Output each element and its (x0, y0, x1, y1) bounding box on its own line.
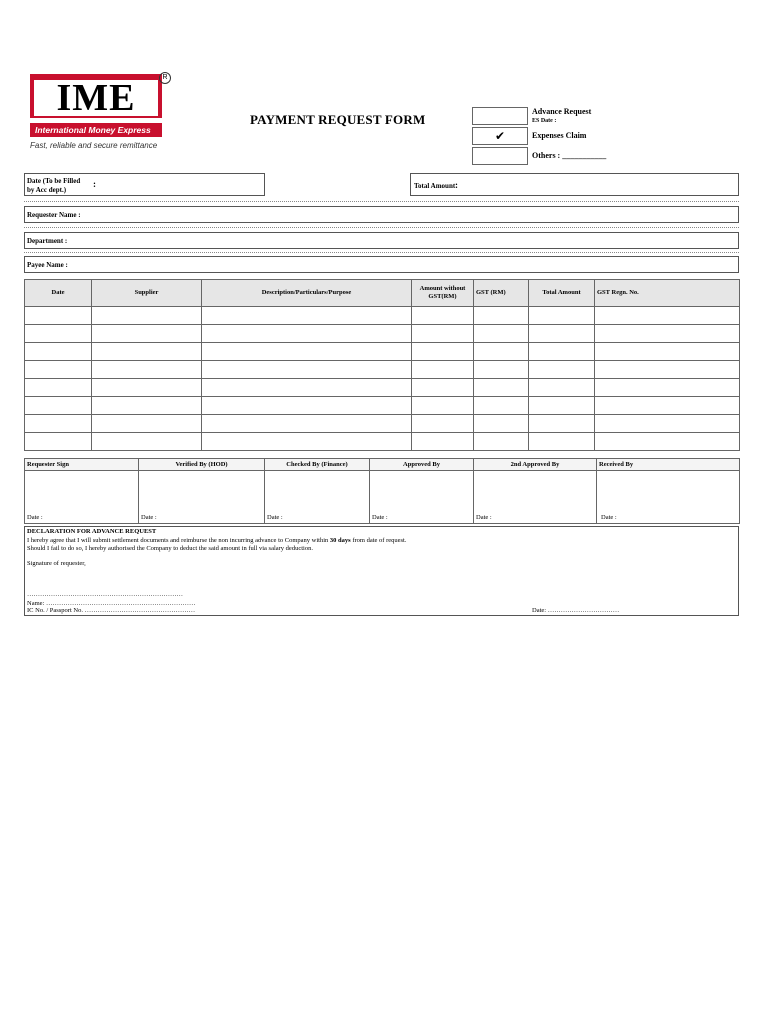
approval-signature-table (24, 458, 740, 524)
declaration-line-1 (27, 537, 406, 544)
checked-by-date[interactable]: Date : (265, 513, 370, 524)
table-cell[interactable] (474, 361, 529, 379)
checked-by-sign-box[interactable] (265, 471, 370, 513)
table-cell[interactable] (474, 379, 529, 397)
table-cell[interactable] (474, 415, 529, 433)
requester-date[interactable]: Date : (25, 513, 139, 524)
total-amount-field[interactable] (410, 173, 739, 196)
table-cell[interactable] (92, 361, 202, 379)
header-amount-without-gst: Amount without GST(RM) (412, 280, 474, 307)
table-cell[interactable] (412, 415, 474, 433)
table-header-row (25, 280, 740, 307)
table-cell[interactable] (412, 379, 474, 397)
table-row (25, 379, 740, 397)
declaration-line-1-end: from date of request. (350, 537, 407, 544)
table-cell[interactable] (25, 343, 92, 361)
table-row (25, 343, 740, 361)
declaration-days: 30 days (329, 537, 351, 544)
table-cell[interactable] (202, 361, 412, 379)
header-gst: GST (RM) (474, 280, 529, 307)
table-cell[interactable] (595, 361, 740, 379)
department-field[interactable] (24, 232, 739, 249)
table-cell[interactable] (25, 415, 92, 433)
table-cell[interactable] (474, 433, 529, 451)
expenses-claim-label: Expenses Claim (532, 131, 587, 140)
logo-subtitle: International Money Express (30, 123, 162, 137)
header-gst-regn-no: GST Regn. No. (595, 280, 740, 307)
form-title: PAYMENT REQUEST FORM (250, 112, 426, 127)
declaration-line-1-start: I hereby agree that I will submit settlement documents and reimburse the non incurring advance to Company within (27, 537, 330, 544)
received-by-date[interactable]: Date : (597, 513, 740, 524)
table-row (25, 325, 740, 343)
table-row (25, 433, 740, 451)
logo-brand-text: IME (56, 77, 136, 119)
declaration-heading: DECLARATION FOR ADVANCE REQUEST (27, 528, 157, 535)
table-cell[interactable] (529, 307, 595, 325)
approved-by-header: Approved By (370, 459, 474, 471)
requester-name-field[interactable] (24, 206, 739, 223)
expenses-claim-checkbox[interactable] (472, 127, 528, 145)
divider (24, 227, 739, 228)
declaration-line-2: Should I fail to do so, I hereby authorised the Company to deduct the said amount in full via salary deduction. (27, 545, 313, 552)
table-cell[interactable] (529, 325, 595, 343)
second-approved-by-date[interactable]: Date : (474, 513, 597, 524)
header-total-amount: Total Amount (529, 280, 595, 307)
logo-tagline: Fast, reliable and secure remittance (30, 141, 158, 150)
department-label: Department : (27, 237, 68, 245)
payee-name-label: Payee Name : (27, 261, 68, 269)
date-field[interactable] (24, 173, 265, 196)
table-cell[interactable] (595, 397, 740, 415)
table-cell[interactable] (92, 415, 202, 433)
received-by-header: Received By (597, 459, 740, 471)
verified-by-header: Verified By (HOD) (139, 459, 265, 471)
declaration-date-line[interactable]: Date: …………………………… (532, 607, 620, 614)
table-cell[interactable] (25, 379, 92, 397)
table-cell[interactable] (529, 379, 595, 397)
table-cell[interactable] (412, 397, 474, 415)
table-cell[interactable] (529, 397, 595, 415)
advance-request-label: Advance Request (532, 107, 592, 116)
approved-by-sign-box[interactable] (370, 471, 474, 513)
checked-by-header: Checked By (Finance) (265, 459, 370, 471)
declaration-section (24, 526, 739, 616)
table-cell[interactable] (412, 343, 474, 361)
table-cell[interactable] (92, 307, 202, 325)
table-cell[interactable] (202, 415, 412, 433)
divider (24, 201, 739, 202)
signature-line[interactable]: ……………………………………………………………… (27, 591, 183, 598)
date-label: Date (To be Filled by Acc dept.) (27, 177, 81, 194)
verified-by-date[interactable]: Date : (139, 513, 265, 524)
table-cell[interactable] (474, 307, 529, 325)
company-logo (30, 74, 172, 154)
table-cell[interactable] (529, 433, 595, 451)
table-cell[interactable] (202, 325, 412, 343)
table-cell[interactable] (595, 379, 740, 397)
requester-sign-box[interactable] (25, 471, 139, 513)
date-colon: : (93, 179, 96, 189)
table-row (25, 415, 740, 433)
table-cell[interactable] (92, 343, 202, 361)
table-cell[interactable] (595, 343, 740, 361)
table-row (25, 361, 740, 379)
registered-mark-icon: R (159, 72, 171, 84)
table-cell[interactable] (25, 433, 92, 451)
table-cell[interactable] (595, 415, 740, 433)
total-amount-colon: : (455, 180, 458, 190)
others-checkbox[interactable] (472, 147, 528, 165)
ic-passport-line[interactable]: IC No. / Passport No. …………………………………………… (27, 607, 196, 614)
table-cell[interactable] (474, 343, 529, 361)
second-approved-by-sign-box[interactable] (474, 471, 597, 513)
items-table (24, 279, 740, 451)
signature-space-row (25, 471, 740, 513)
payee-name-field[interactable] (24, 256, 739, 273)
table-cell[interactable] (202, 307, 412, 325)
verified-by-sign-box[interactable] (139, 471, 265, 513)
received-by-sign-box[interactable] (597, 471, 740, 513)
signature-date-row (25, 513, 740, 524)
table-cell[interactable] (412, 307, 474, 325)
table-cell[interactable] (92, 397, 202, 415)
divider (24, 252, 739, 253)
second-approved-by-header: 2nd Approved By (474, 459, 597, 471)
table-row (25, 397, 740, 415)
approved-by-date[interactable]: Date : (370, 513, 474, 524)
table-cell[interactable] (202, 397, 412, 415)
table-cell[interactable] (202, 433, 412, 451)
table-cell[interactable] (529, 415, 595, 433)
table-cell[interactable] (595, 433, 740, 451)
advance-request-checkbox[interactable] (472, 107, 528, 125)
table-cell[interactable] (595, 307, 740, 325)
table-cell[interactable] (529, 343, 595, 361)
name-line[interactable]: Name: …………………………………………………………… (27, 600, 196, 607)
header-supplier: Supplier (92, 280, 202, 307)
table-cell[interactable] (529, 361, 595, 379)
table-cell[interactable] (412, 325, 474, 343)
requester-name-label: Requester Name : (27, 211, 81, 219)
requester-signature-label: Signature of requester, (27, 560, 86, 567)
table-cell[interactable] (92, 433, 202, 451)
table-cell[interactable] (92, 325, 202, 343)
checkmark-icon: ✔ (494, 129, 506, 143)
table-cell[interactable] (474, 397, 529, 415)
table-cell[interactable] (25, 397, 92, 415)
table-cell[interactable] (25, 307, 92, 325)
requester-sign-header: Requester Sign (25, 459, 139, 471)
others-label: Others : ___________ (532, 151, 607, 160)
header-description: Description/Particulars/Purpose (202, 280, 412, 307)
table-cell[interactable] (92, 379, 202, 397)
signature-header-row (25, 459, 740, 471)
header-date: Date (25, 280, 92, 307)
table-cell[interactable] (25, 325, 92, 343)
table-row (25, 307, 740, 325)
table-cell[interactable] (25, 361, 92, 379)
table-cell[interactable] (412, 433, 474, 451)
table-cell[interactable] (595, 325, 740, 343)
logo-brand-panel (34, 77, 158, 119)
table-cell[interactable] (412, 361, 474, 379)
table-cell[interactable] (474, 325, 529, 343)
table-cell[interactable] (202, 379, 412, 397)
total-amount-label: Total Amount (414, 182, 456, 190)
table-cell[interactable] (202, 343, 412, 361)
es-date-label: ES Date : (532, 118, 557, 124)
